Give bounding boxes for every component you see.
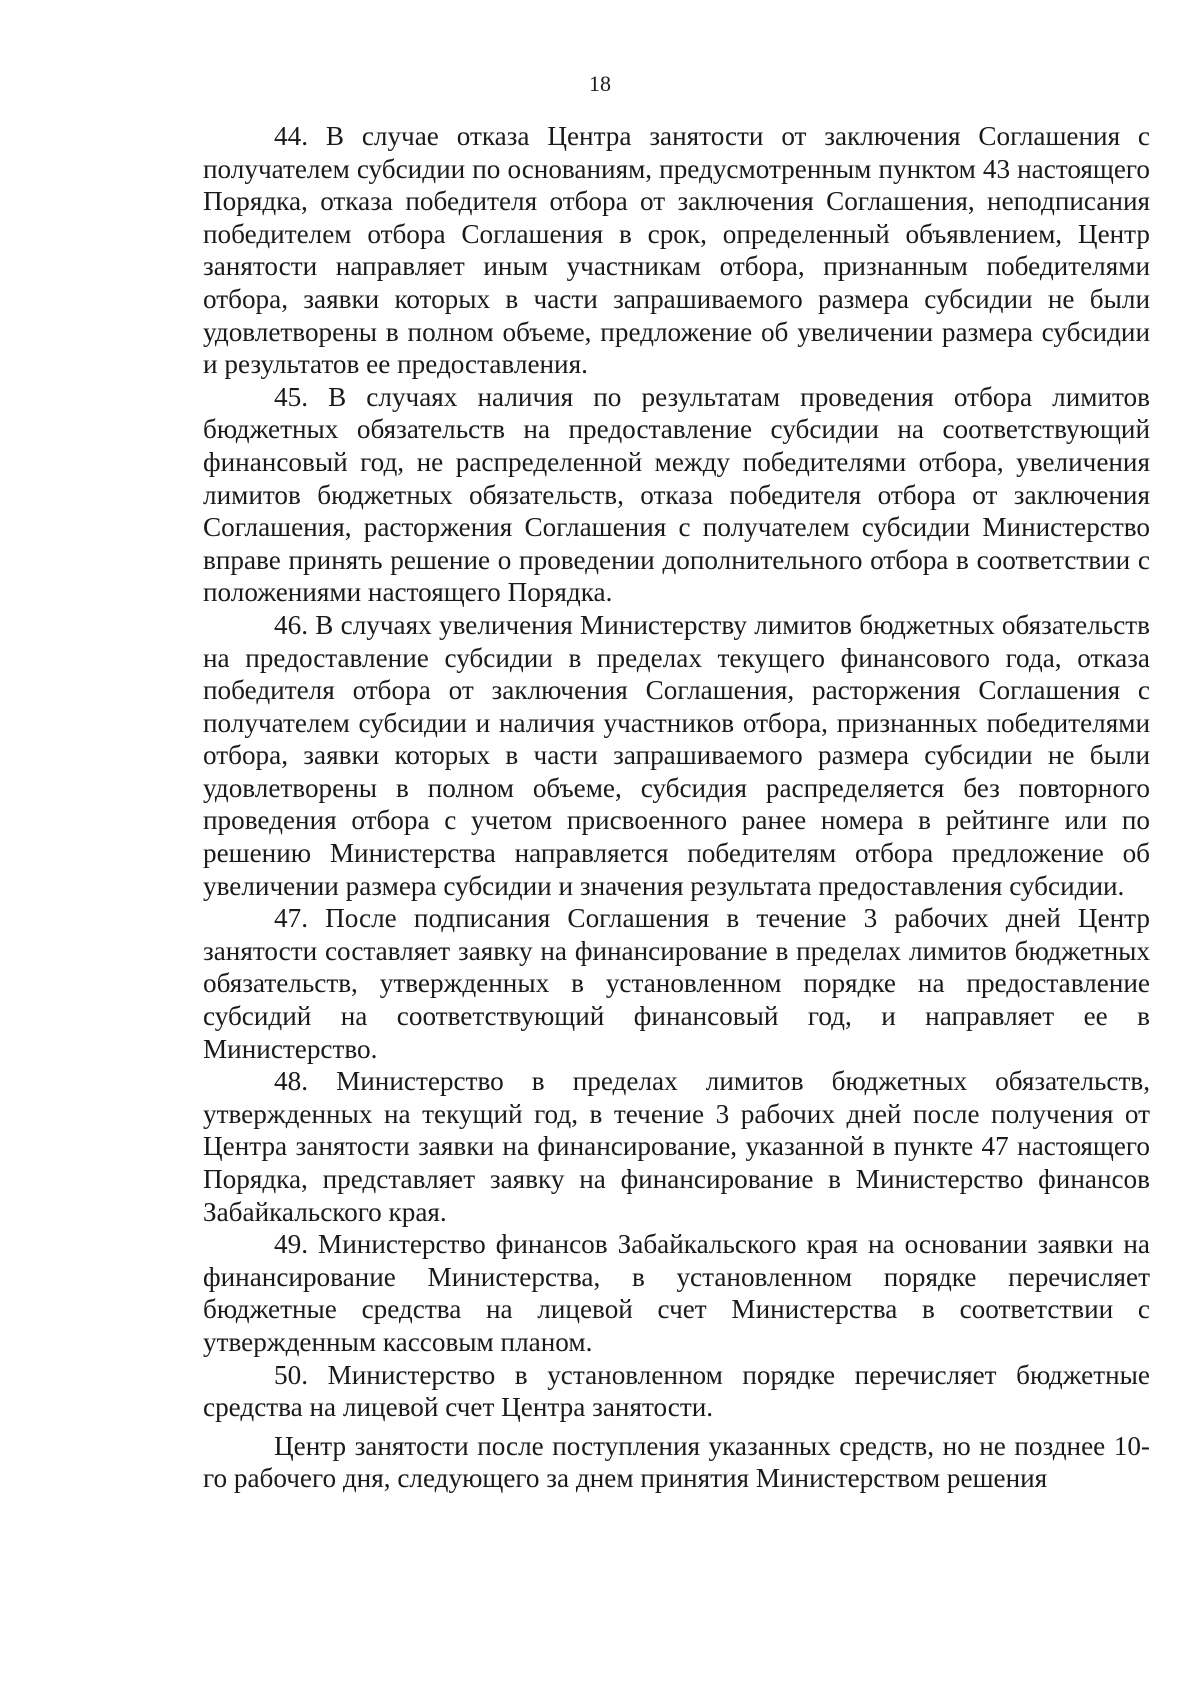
page-number: 18 (589, 71, 611, 96)
paragraph-49: 49. Министерство финансов Забайкальского края на основании заявки на финансирование Министерства, в установленном порядке перечисляет бюджетные средства на лицевой счет Министерства в соответствии с утвержденным кассовым планом. (203, 1229, 1150, 1357)
paragraph-employment-center: Центр занятости после поступления указанных средств, но не позднее 10-го рабочего дня, следующего за днем принятия Министерством решения (203, 1430, 1150, 1494)
paragraph-47: 47. После подписания Соглашения в течение 3 рабочих дней Центр занятости составляет заявку на финансирование в пределах лимитов бюджетных обязательств, утвержденных в установленном порядке на предоставление субсидий на соответствующий финансовый год, и направляет ее в Министерство. (203, 903, 1150, 1064)
paragraph-48: 48. Министерство в пределах лимитов бюджетных обязательств, утвержденных на текущий год, в течение 3 рабочих дней после получения от Центра занятости заявки на финансирование, указанной в пункте 47 настоящего Порядка, представляет заявку на финансирование в Министерство финансов Забайкальского края. (203, 1066, 1150, 1227)
paragraph-50: 50. Министерство в установленном порядке перечисляет бюджетные средства на лицевой счет Центра занятости. (203, 1359, 1150, 1423)
paragraph-44: 44. В случае отказа Центра занятости от заключения Соглашения с получателем субсидии по основаниям, предусмотренным пунктом 43 настоящего Порядка, отказа победителя отбора от заключения Соглашения, неподписания победителем отбора Соглашения в срок, определенный объявлением, Центр занятости направляет иным участникам отбора, признанным победителями отбора, заявки которых в части запрашиваемого размера субсидии не были удовлетворены в полном объеме, предложение об увеличении размера субсидии и результатов ее предоставления. (203, 121, 1150, 380)
paragraph-45: 45. В случаях наличия по результатам проведения отбора лимитов бюджетных обязательств на предоставление субсидии на соответствующий финансовый год, не распределенной между победителями отбора, увеличения лимитов бюджетных обязательств, отказа победителя отбора от заключения Соглашения, расторжения Соглашения с получателем субсидии Министерство вправе принять решение о проведении дополнительного отбора в соответствии с положениями настоящего Порядка. (203, 381, 1150, 608)
paragraph-46: 46. В случаях увеличения Министерству лимитов бюджетных обязательств на предоставление субсидии в пределах текущего финансового года, отказа победителя отбора от заключения Соглашения, расторжения Соглашения с получателем субсидии и наличия участников отбора, признанных победителями отбора, заявки которых в части запрашиваемого размера субсидии не были удовлетворены в полном объеме, субсидия распределяется без повторного проведения отбора с учетом присвоенного ранее номера в рейтинге или по решению Министерства направляется победителям отбора предложение об увеличении размера субсидии и значения результата предоставления субсидии. (203, 609, 1150, 901)
document-body (203, 120, 1150, 1495)
